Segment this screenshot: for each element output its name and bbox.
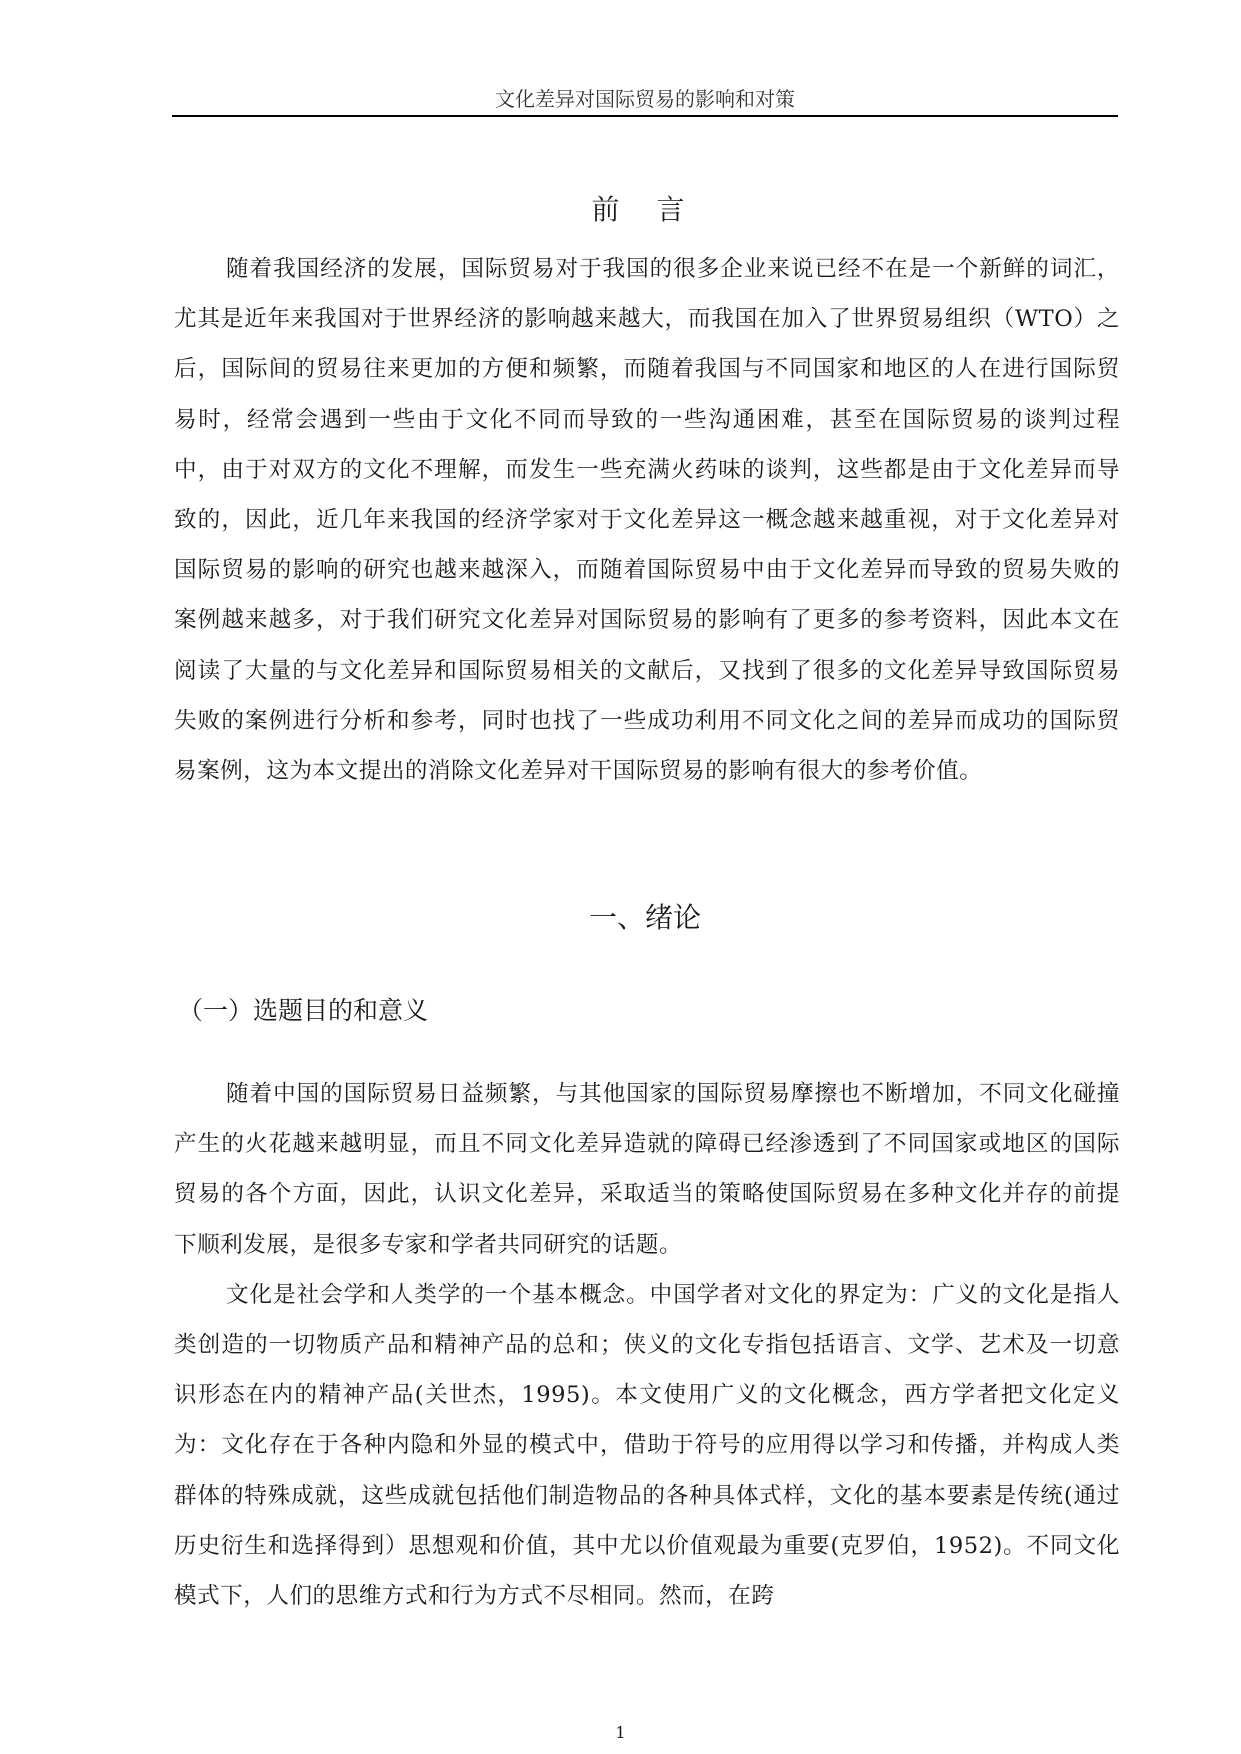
preface-body <box>174 244 1120 796</box>
section-paragraph-2: 文化是社会学和人类学的一个基本概念。中国学者对文化的界定为：广义的文化是指人类创造的一切物质产品和精神产品的总和；侠义的文化专指包括语言、文学、艺术及一切意识形态在内的精神产品(关世杰，1995)。本文使用广义的文化概念，西方学者把文化定义为：文化存在于各种内隐和外显的模式中，借助于符号的应用得以学习和传播，并构成人类群体的特殊成就，这些成就包括他们制造物品的各种具体式样，文化的基本要素是传统(通过历史衍生和选择得到）思想观和价值，其中尤以价值观最为重要(克罗伯，1952)。不同文化模式下，人们的思维方式和行为方式不尽相同。然而，在跨 <box>174 1281 1120 1610</box>
preface-paragraph-1: 随着我国经济的发展，国际贸易对于我国的很多企业来说已经不在是一个新鲜的词汇，尤其是近年来我国对于世界经济的影响越来越大，而我国在加入了世界贸易组织（WTO）之后，国际间的贸易往来更加的方便和频繁，而随着我国与不同国家和地区的人在进行国际贸易时，经常会遇到一些由于文化不同而导致的一些沟通困难，甚至在国际贸易的谈判过程中，由于对双方的文化不理解，而发生一些充满火药味的谈判，这些都是由于文化差异而导致的，因此，近几年来我国的经济学家对于文化差异这一概念越来越重视，对于文化差异对国际贸易的影响的研究也越来越深入，而随着国际贸易中由于文化差异而导致的贸易失败的案例越来越多，对于我们研究文化差异对国际贸易的影响有了更多的参考资料，因此本文在阅读了大量的与文化差异和国际贸易相关的文献后，又找到了很多的文化差异导致国际贸易失败的案例进行分析和参考，同时也找了一些成功利用不同文化之间的差异而成功的国际贸易案例，这为本文提出的消除文化差异对干国际贸易的影响有很大的参考价值。 <box>174 256 1120 785</box>
chapter-title: 一、绪论 <box>588 901 701 934</box>
running-header-title: 文化差异对国际贸易的影响和对策 <box>495 87 795 111</box>
preface-title: 前 言 <box>591 193 699 226</box>
section-title: （一）选题目的和意义 <box>178 996 429 1025</box>
section-body <box>174 1069 1120 1621</box>
page-number: 1 <box>615 1723 626 1742</box>
section-paragraph-1: 随着中国的国际贸易日益频繁，与其他国家的国际贸易摩擦也不断增加，不同文化碰撞产生的火花越来越明显，而且不同文化差异造就的障碍已经渗透到了不同国家或地区的国际贸易的各个方面，因此，认识文化差异，采取适当的策略使国际贸易在多种文化并存的前提下顺利发展，是很多专家和学者共同研究的话题。 <box>174 1081 1120 1258</box>
header-rule <box>172 115 1118 117</box>
